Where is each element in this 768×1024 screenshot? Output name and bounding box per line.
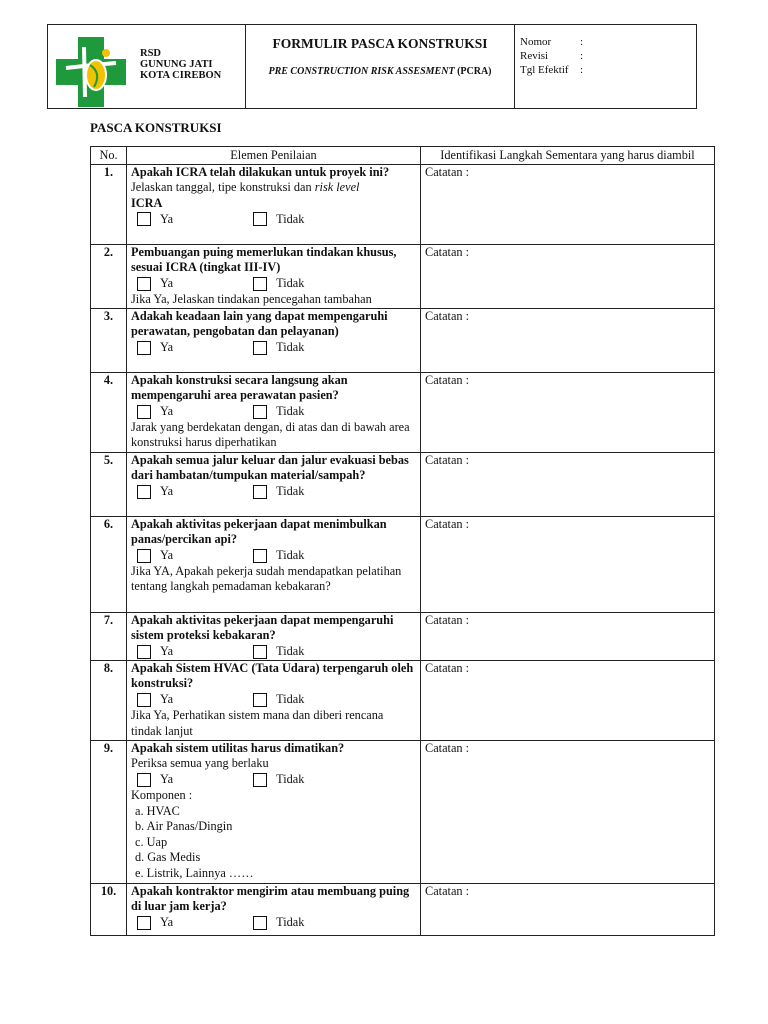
form-subtitle-abbr: (PCRA) bbox=[457, 66, 492, 77]
question-text: Apakah sistem utilitas harus dimatikan? bbox=[131, 740, 345, 755]
form-title-block bbox=[246, 25, 515, 108]
option-no[interactable] bbox=[253, 212, 304, 228]
assessment-element bbox=[127, 452, 421, 516]
yes-label: Ya bbox=[160, 403, 174, 418]
no-checkbox[interactable] bbox=[253, 485, 267, 499]
notes-cell[interactable] bbox=[421, 660, 715, 740]
yes-checkbox[interactable] bbox=[137, 341, 151, 355]
table-row bbox=[91, 164, 715, 244]
yes-label: Ya bbox=[160, 547, 174, 562]
yes-label: Ya bbox=[160, 915, 174, 930]
yes-checkbox[interactable] bbox=[137, 916, 151, 930]
components-label: Komponen : bbox=[131, 787, 193, 802]
notes-label: Catatan : bbox=[425, 660, 470, 675]
row-number: 6. bbox=[91, 516, 127, 612]
yes-label: Ya bbox=[160, 692, 174, 707]
form-subtitle-italic: PRE CONSTRUCTION RISK ASSESMENT bbox=[268, 66, 455, 77]
notes-label: Catatan : bbox=[425, 164, 470, 179]
no-checkbox[interactable] bbox=[253, 341, 267, 355]
no-label: Tidak bbox=[276, 915, 305, 930]
no-label: Tidak bbox=[276, 483, 305, 498]
yes-checkbox[interactable] bbox=[137, 277, 151, 291]
no-label: Tidak bbox=[276, 403, 305, 418]
no-label: Tidak bbox=[276, 772, 305, 787]
yes-no-options bbox=[131, 915, 416, 931]
yes-checkbox[interactable] bbox=[137, 549, 151, 563]
no-checkbox[interactable] bbox=[253, 645, 267, 659]
question-text: Apakah konstruksi secara langsung akan mempengaruhi area perawatan pasien? bbox=[131, 372, 348, 403]
component-item: c. Uap bbox=[135, 834, 168, 849]
option-no[interactable] bbox=[253, 692, 304, 708]
table-row bbox=[91, 452, 715, 516]
question-text: Pembuangan puing memerlukan tindakan khusus, sesuai ICRA (tingkat III-IV) bbox=[131, 244, 397, 275]
hospital-logo bbox=[54, 35, 128, 109]
option-yes[interactable] bbox=[131, 212, 173, 228]
row-number: 9. bbox=[91, 740, 127, 883]
no-checkbox[interactable] bbox=[253, 277, 267, 291]
option-no[interactable] bbox=[253, 484, 304, 500]
question-text: Apakah Sistem HVAC (Tata Udara) terpengaruh oleh konstruksi? bbox=[131, 660, 414, 691]
notes-cell[interactable] bbox=[421, 612, 715, 660]
notes-label: Catatan : bbox=[425, 612, 470, 627]
option-yes[interactable] bbox=[131, 548, 173, 564]
question-text: Apakah aktivitas pekerjaan dapat mempengaruhi sistem proteksi kebakaran? bbox=[131, 612, 394, 643]
notes-cell[interactable] bbox=[421, 452, 715, 516]
assessment-element bbox=[127, 164, 421, 244]
meta-value[interactable]: : bbox=[580, 36, 584, 48]
hospital-line: RSD bbox=[140, 48, 162, 59]
column-header-no: No. bbox=[91, 147, 127, 165]
row-number: 5. bbox=[91, 452, 127, 516]
assessment-element bbox=[127, 244, 421, 308]
table-row bbox=[91, 883, 715, 935]
notes-cell[interactable] bbox=[421, 516, 715, 612]
row-number: 4. bbox=[91, 372, 127, 452]
option-yes[interactable] bbox=[131, 484, 173, 500]
row-number: 8. bbox=[91, 660, 127, 740]
table-header-row bbox=[91, 147, 715, 165]
component-item: d. Gas Medis bbox=[135, 850, 201, 865]
meta-label: Tgl Efektif bbox=[520, 64, 569, 76]
assessment-element bbox=[127, 516, 421, 612]
instruction-text: Jika Ya, Jelaskan tindakan pencegahan tambahan bbox=[131, 291, 372, 306]
row-number: 1. bbox=[91, 164, 127, 244]
document-meta bbox=[515, 25, 696, 108]
instruction-part: Jelaskan tanggal, tipe konstruksi dan bbox=[131, 180, 312, 195]
no-checkbox[interactable] bbox=[253, 212, 267, 226]
instruction-text: Jarak yang berdekatan dengan, di atas dan di bawah area konstruksi harus diperhatikan bbox=[131, 419, 410, 450]
instruction-text: Jika Ya, Perhatikan sistem mana dan diberi rencana tindak lanjut bbox=[131, 707, 384, 738]
option-no[interactable] bbox=[253, 644, 304, 660]
table-row bbox=[91, 372, 715, 452]
option-no[interactable] bbox=[253, 276, 304, 292]
yes-no-options bbox=[131, 276, 416, 292]
form-title: FORMULIR PASCA KONSTRUKSI bbox=[272, 36, 488, 51]
notes-cell[interactable] bbox=[421, 308, 715, 372]
assessment-element bbox=[127, 660, 421, 740]
question-text: Apakah semua jalur keluar dan jalur evakuasi bebas dari hambatan/tumpukan material/sampah? bbox=[131, 452, 409, 483]
yes-no-options bbox=[131, 692, 416, 708]
yes-label: Ya bbox=[160, 339, 174, 354]
table-row bbox=[91, 660, 715, 740]
option-no[interactable] bbox=[253, 404, 304, 420]
no-checkbox[interactable] bbox=[253, 405, 267, 419]
option-yes[interactable] bbox=[131, 340, 173, 356]
notes-cell[interactable] bbox=[421, 244, 715, 308]
option-yes[interactable] bbox=[131, 692, 173, 708]
row-number: 2. bbox=[91, 244, 127, 308]
assessment-element bbox=[127, 372, 421, 452]
option-no[interactable] bbox=[253, 915, 304, 931]
notes-cell[interactable] bbox=[421, 740, 715, 883]
yes-label: Ya bbox=[160, 211, 174, 226]
yes-no-options bbox=[131, 548, 416, 564]
yes-checkbox[interactable] bbox=[137, 773, 151, 787]
notes-cell[interactable] bbox=[421, 883, 715, 935]
option-yes[interactable] bbox=[131, 915, 173, 931]
yes-no-options bbox=[131, 404, 416, 420]
yes-label: Ya bbox=[160, 772, 174, 787]
question-text: Apakah ICRA telah dilakukan untuk proyek ini? bbox=[131, 164, 390, 179]
option-no[interactable] bbox=[253, 772, 304, 788]
option-no[interactable] bbox=[253, 548, 304, 564]
hospital-line: GUNUNG JATI bbox=[140, 59, 213, 70]
hospital-line: KOTA CIREBON bbox=[140, 70, 222, 81]
no-checkbox[interactable] bbox=[253, 549, 267, 563]
section-title: PASCA KONSTRUKSI bbox=[90, 120, 222, 135]
yes-label: Ya bbox=[160, 483, 174, 498]
yes-no-options bbox=[131, 772, 416, 788]
component-item: a. HVAC bbox=[135, 803, 180, 818]
yes-label: Ya bbox=[160, 643, 174, 658]
component-item: b. Air Panas/Dingin bbox=[135, 819, 233, 834]
instruction-italic: risk level bbox=[314, 180, 360, 195]
notes-label: Catatan : bbox=[425, 883, 470, 898]
option-yes[interactable] bbox=[131, 644, 173, 660]
column-header-identification: Identifikasi Langkah Sementara yang harus diambil bbox=[421, 147, 715, 165]
meta-row-revisi bbox=[520, 49, 696, 63]
no-checkbox[interactable] bbox=[253, 916, 267, 930]
assessment-element bbox=[127, 740, 421, 883]
meta-label: Nomor bbox=[520, 36, 552, 48]
notes-label: Catatan : bbox=[425, 740, 470, 755]
no-label: Tidak bbox=[276, 643, 305, 658]
yes-checkbox[interactable] bbox=[137, 405, 151, 419]
question-text: Apakah aktivitas pekerjaan dapat menimbulkan panas/percikan api? bbox=[131, 516, 387, 547]
option-yes[interactable] bbox=[131, 404, 173, 420]
option-yes[interactable] bbox=[131, 276, 173, 292]
question-text: Apakah kontraktor mengirim atau membuang puing di luar jam kerja? bbox=[131, 883, 410, 914]
instruction-end: ICRA bbox=[131, 195, 163, 210]
yes-no-options bbox=[131, 211, 416, 227]
no-checkbox[interactable] bbox=[253, 773, 267, 787]
yes-no-options bbox=[131, 484, 416, 500]
table-row bbox=[91, 244, 715, 308]
assessment-table bbox=[90, 146, 715, 936]
notes-label: Catatan : bbox=[425, 452, 470, 467]
notes-label: Catatan : bbox=[425, 516, 470, 531]
row-number: 3. bbox=[91, 308, 127, 372]
yes-no-options bbox=[131, 644, 416, 660]
question-text: Adakah keadaan lain yang dapat mempengaruhi perawatan, pengobatan dan pelayanan) bbox=[131, 308, 388, 339]
no-label: Tidak bbox=[276, 547, 305, 562]
meta-row-tgl-efektif bbox=[520, 63, 696, 77]
row-number: 7. bbox=[91, 612, 127, 660]
yes-checkbox[interactable] bbox=[137, 485, 151, 499]
table-row bbox=[91, 308, 715, 372]
component-item: e. Listrik, Lainnya …… bbox=[135, 865, 254, 880]
notes-cell[interactable] bbox=[421, 164, 715, 244]
meta-value[interactable]: : bbox=[580, 64, 584, 76]
no-label: Tidak bbox=[276, 339, 305, 354]
instruction-text bbox=[131, 180, 416, 196]
meta-label: Revisi bbox=[520, 50, 549, 62]
instruction-text: Periksa semua yang berlaku bbox=[131, 756, 269, 771]
assessment-element bbox=[127, 308, 421, 372]
notes-label: Catatan : bbox=[425, 308, 470, 323]
meta-value[interactable]: : bbox=[580, 50, 584, 62]
hospital-name bbox=[140, 48, 221, 81]
notes-cell[interactable] bbox=[421, 372, 715, 452]
instruction-text: Jika YA, Apakah pekerja sudah mendapatkan pelatihan tentang langkah pemadaman kebakaran? bbox=[131, 563, 402, 594]
yes-checkbox[interactable] bbox=[137, 645, 151, 659]
table-row bbox=[91, 612, 715, 660]
yes-checkbox[interactable] bbox=[137, 693, 151, 707]
no-label: Tidak bbox=[276, 211, 305, 226]
hospital-block bbox=[48, 25, 246, 108]
no-label: Tidak bbox=[276, 275, 305, 290]
option-yes[interactable] bbox=[131, 772, 173, 788]
table-row bbox=[91, 740, 715, 883]
yes-no-options bbox=[131, 340, 416, 356]
table-row bbox=[91, 516, 715, 612]
column-header-element: Elemen Penilaian bbox=[127, 147, 421, 165]
option-no[interactable] bbox=[253, 340, 304, 356]
form-header bbox=[47, 24, 697, 109]
form-subtitle bbox=[246, 66, 514, 77]
assessment-element bbox=[127, 612, 421, 660]
row-number: 10. bbox=[91, 883, 127, 935]
notes-label: Catatan : bbox=[425, 244, 470, 259]
no-checkbox[interactable] bbox=[253, 693, 267, 707]
no-label: Tidak bbox=[276, 692, 305, 707]
yes-checkbox[interactable] bbox=[137, 212, 151, 226]
notes-label: Catatan : bbox=[425, 372, 470, 387]
meta-row-nomor bbox=[520, 35, 696, 49]
yes-label: Ya bbox=[160, 275, 174, 290]
assessment-element bbox=[127, 883, 421, 935]
